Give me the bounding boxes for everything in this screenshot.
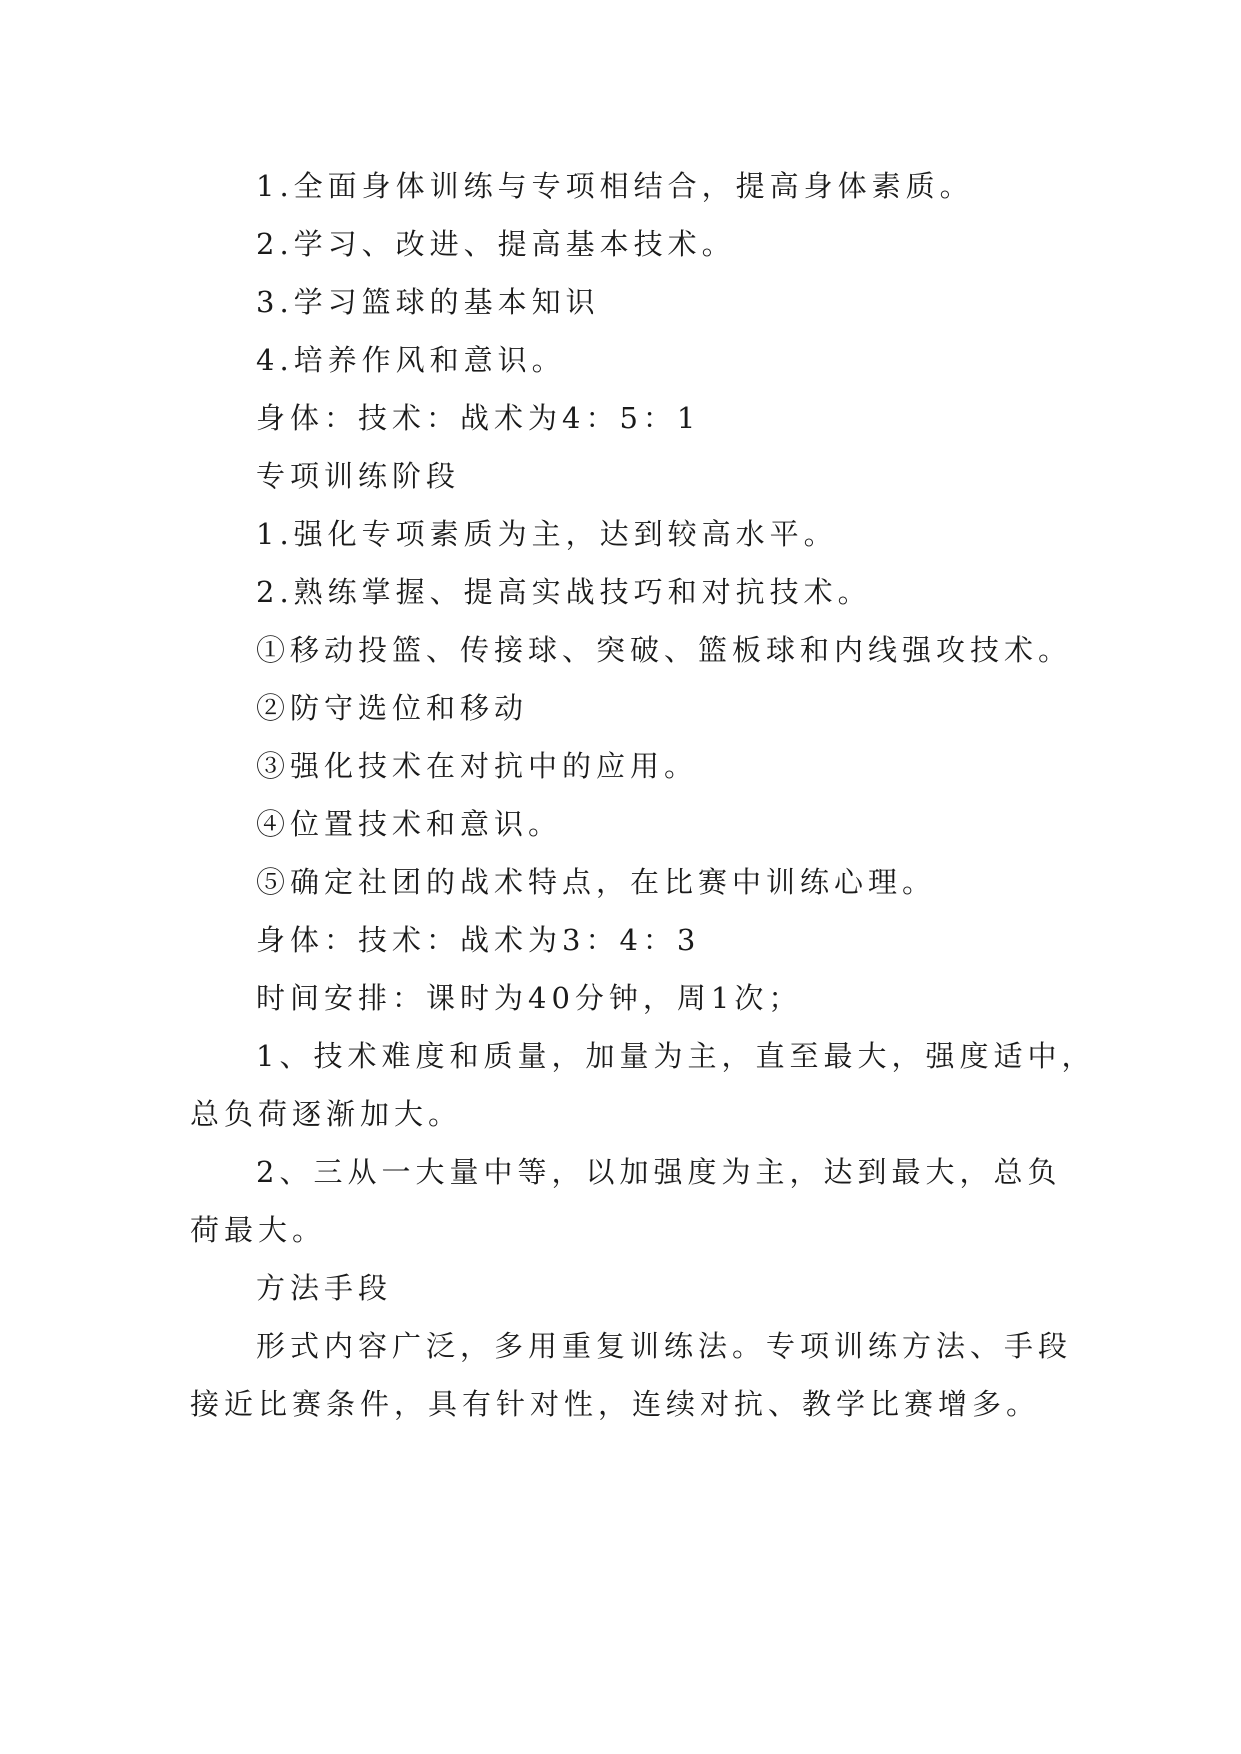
section-heading: 专项训练阶段 bbox=[256, 459, 461, 493]
paragraph-line: ④位置技术和意识。 bbox=[256, 807, 563, 841]
paragraph-line: 身体：技术：战术为4：5：1 bbox=[256, 401, 701, 435]
paragraph-line: ②防守选位和移动 bbox=[256, 691, 529, 725]
paragraph-line: 3.学习篮球的基本知识 bbox=[256, 285, 600, 319]
paragraph-line: 2.学习、改进、提高基本技术。 bbox=[256, 227, 736, 261]
paragraph-line: 2.熟练掌握、提高实战技巧和对抗技术。 bbox=[256, 575, 872, 609]
paragraph-line: 总负荷逐渐加大。 bbox=[190, 1097, 463, 1131]
paragraph-line: 1.强化专项素质为主，达到较高水平。 bbox=[256, 517, 838, 551]
paragraph-line: ⑤确定社团的战术特点，在比赛中训练心理。 bbox=[256, 865, 937, 899]
paragraph-line: ③强化技术在对抗中的应用。 bbox=[256, 749, 699, 783]
paragraph-line: 4.培养作风和意识。 bbox=[256, 343, 566, 377]
paragraph-line: 1.全面身体训练与专项相结合，提高身体素质。 bbox=[256, 169, 974, 203]
paragraph-line: ①移动投篮、传接球、突破、篮板球和内线强攻技术。 bbox=[256, 633, 1073, 667]
paragraph-line: 1、技术难度和质量，加量为主，直至最大，强度适中， bbox=[256, 1039, 1096, 1073]
paragraph-line: 身体：技术：战术为3：4：3 bbox=[256, 923, 701, 957]
paragraph-line: 2、三从一大量中等，以加强度为主，达到最大，总负 bbox=[256, 1155, 1062, 1189]
paragraph-line: 形式内容广泛，多用重复训练法。专项训练方法、手段 bbox=[256, 1329, 1073, 1363]
paragraph-line: 荷最大。 bbox=[190, 1213, 327, 1247]
paragraph-line: 时间安排：课时为40分钟，周1次； bbox=[256, 981, 803, 1015]
paragraph-line: 接近比赛条件，具有针对性，连续对抗、教学比赛增多。 bbox=[190, 1387, 1041, 1421]
section-heading: 方法手段 bbox=[256, 1271, 393, 1305]
